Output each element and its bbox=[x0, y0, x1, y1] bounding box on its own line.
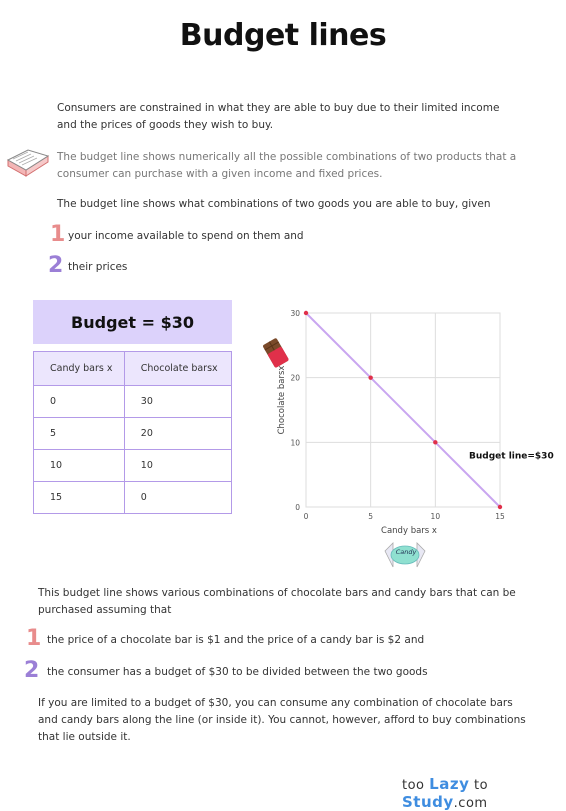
number-two-icon: 2 bbox=[24, 658, 40, 683]
table-cell: 20 bbox=[124, 418, 231, 450]
column-header: Candy bars x bbox=[34, 352, 125, 386]
list-item: the consumer has a budget of $30 to be divided between the two goods bbox=[47, 666, 428, 678]
x-tick-label: 15 bbox=[495, 512, 505, 521]
footer-prefix: too bbox=[402, 778, 425, 793]
chocolate-bar-icon bbox=[262, 338, 289, 369]
page-title: Budget lines bbox=[179, 18, 387, 53]
y-tick-label: 30 bbox=[290, 309, 300, 318]
footer-lazy: Lazy bbox=[429, 775, 470, 793]
budget-line-chart bbox=[270, 300, 554, 540]
table-cell: 0 bbox=[124, 482, 231, 514]
list-item: your income available to spend on them and bbox=[68, 230, 304, 242]
table-header-row bbox=[34, 352, 232, 386]
x-tick-label: 5 bbox=[368, 512, 374, 521]
table-row bbox=[34, 482, 232, 514]
x-axis-label: Candy bars x bbox=[381, 526, 437, 536]
footer-study: Study bbox=[402, 793, 454, 811]
conclusion-paragraph: If you are limited to a budget of $30, you can consume any combination of chocolate bars and candy bars along the line (or inside it). You cannot, however, afford to buy combinations that lie outside it. bbox=[38, 697, 526, 743]
y-axis-label: Chocolate barsx bbox=[277, 365, 287, 435]
list-item: the price of a chocolate bar is $1 and the price of a candy bar is $2 and bbox=[47, 634, 425, 646]
footer-brand[interactable] bbox=[402, 775, 566, 811]
table-row bbox=[34, 450, 232, 482]
data-point bbox=[304, 311, 308, 315]
table-row bbox=[34, 386, 232, 418]
table-row bbox=[34, 418, 232, 450]
y-tick-label: 20 bbox=[290, 373, 300, 383]
chart-annotation: Budget line=$30 bbox=[469, 451, 554, 462]
budget-table bbox=[33, 351, 232, 514]
definition-paragraph: The budget line shows numerically all the possible combinations of two products that a consumer can purchase with a given income and fixed prices. bbox=[57, 151, 517, 180]
x-tick-label: 10 bbox=[430, 512, 441, 521]
y-tick-label: 10 bbox=[290, 438, 300, 448]
number-one-icon: 1 bbox=[26, 626, 42, 651]
intro-paragraph: Consumers are constrained in what they are able to buy due to their limited income and the prices of goods they wish to buy. bbox=[57, 102, 500, 131]
list-item: their prices bbox=[68, 261, 128, 273]
data-point bbox=[498, 505, 502, 509]
data-point bbox=[368, 375, 372, 379]
data-point bbox=[433, 440, 437, 444]
table-cell: 10 bbox=[34, 450, 125, 482]
number-two-icon: 2 bbox=[48, 253, 64, 278]
table-cell: 15 bbox=[34, 482, 125, 514]
budget-header: Budget = $30 bbox=[33, 300, 232, 344]
table-cell: 5 bbox=[34, 418, 125, 450]
column-header: Chocolate barsx bbox=[124, 352, 231, 386]
lead-paragraph: The budget line shows what combinations of two goods you are able to buy, given bbox=[57, 198, 491, 210]
x-tick-label: 0 bbox=[303, 512, 309, 521]
y-tick-label: 0 bbox=[295, 503, 300, 512]
table-cell: 0 bbox=[34, 386, 125, 418]
number-one-icon: 1 bbox=[50, 222, 66, 247]
book-icon bbox=[4, 146, 52, 180]
candy-label: Candy bbox=[395, 548, 417, 556]
footer-suffix: .com bbox=[453, 796, 488, 811]
table-cell: 10 bbox=[124, 450, 231, 482]
budget-line bbox=[306, 313, 500, 507]
table-cell: 30 bbox=[124, 386, 231, 418]
summary-paragraph: This budget line shows various combinations of chocolate bars and candy bars that can be purchased assuming that bbox=[38, 587, 516, 616]
footer-to: to bbox=[474, 778, 489, 793]
